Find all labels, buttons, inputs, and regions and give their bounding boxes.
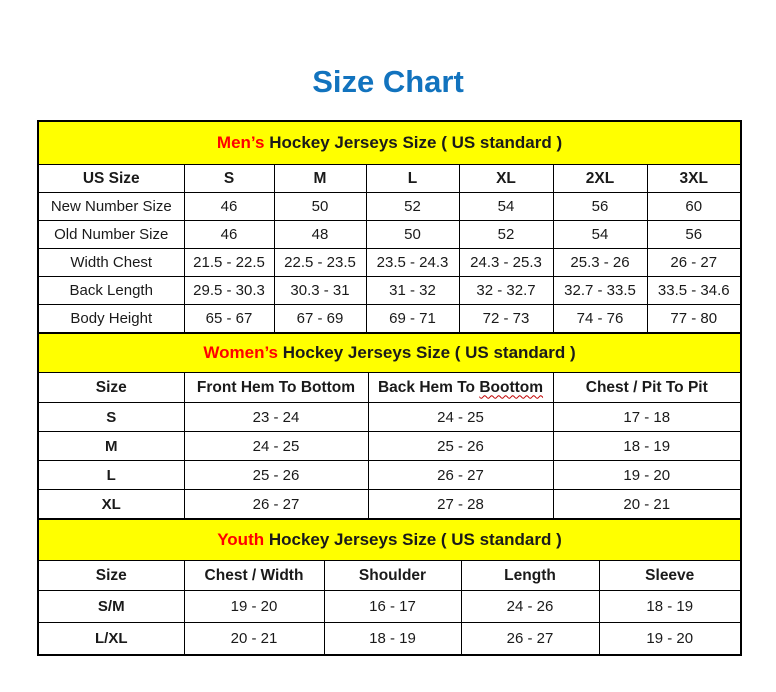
column-header-shoulder: Shoulder (324, 561, 461, 591)
youth-header-row (38, 561, 741, 591)
table-cell: 16 - 17 (324, 591, 461, 623)
table-cell: 26 - 27 (647, 249, 741, 277)
table-cell: 18 - 19 (553, 432, 741, 461)
size-chart-tables (37, 120, 740, 656)
womens-title-text: Hockey Jerseys Size ( US standard ) (282, 343, 576, 362)
table-row-womens-l (38, 461, 741, 490)
table-cell: 27 - 28 (368, 490, 553, 520)
column-header-size-s: S (184, 165, 274, 193)
youth-title-text: Hockey Jerseys Size ( US standard ) (268, 530, 562, 549)
table-cell: 32.7 - 33.5 (553, 277, 647, 305)
table-row-womens-xl (38, 490, 741, 520)
table-cell: 56 (647, 221, 741, 249)
column-header-size: Size (38, 373, 184, 403)
womens-section-title (38, 333, 741, 373)
table-cell: 48 (274, 221, 366, 249)
table-row-youth-lxl (38, 623, 741, 656)
table-cell: 30.3 - 31 (274, 277, 366, 305)
table-cell: 69 - 71 (366, 305, 459, 334)
table-cell: 56 (553, 193, 647, 221)
table-cell: 50 (366, 221, 459, 249)
column-header-size-3xl: 3XL (647, 165, 741, 193)
youth-accent-word: Youth (217, 530, 265, 549)
table-cell: 32 - 32.7 (459, 277, 553, 305)
column-header-size-2xl: 2XL (553, 165, 647, 193)
table-cell: 46 (184, 221, 274, 249)
table-row-back-length (38, 277, 741, 305)
row-label: XL (38, 490, 184, 520)
table-cell: 24 - 26 (461, 591, 599, 623)
table-cell: 24 - 25 (184, 432, 368, 461)
misspelled-word-wavy-underline: Boottom (479, 378, 544, 396)
mens-size-table (37, 120, 742, 334)
table-cell: 24.3 - 25.3 (459, 249, 553, 277)
table-cell: 17 - 18 (553, 403, 741, 432)
row-label: Old Number Size (38, 221, 184, 249)
row-label: S (38, 403, 184, 432)
row-label: L (38, 461, 184, 490)
womens-accent-word: Women’s (203, 343, 278, 362)
column-header-sleeve: Sleeve (599, 561, 741, 591)
table-row-width-chest (38, 249, 741, 277)
column-header-chest-pit: Chest / Pit To Pit (553, 373, 741, 403)
womens-size-table (37, 332, 742, 520)
column-header-front-hem: Front Hem To Bottom (184, 373, 368, 403)
table-cell: 19 - 20 (599, 623, 741, 656)
table-cell: 18 - 19 (324, 623, 461, 656)
womens-section-band-row (38, 333, 741, 373)
table-cell: 23.5 - 24.3 (366, 249, 459, 277)
table-cell: 60 (647, 193, 741, 221)
table-cell: 31 - 32 (366, 277, 459, 305)
table-cell: 26 - 27 (368, 461, 553, 490)
table-cell: 52 (366, 193, 459, 221)
table-cell: 19 - 20 (553, 461, 741, 490)
table-cell: 26 - 27 (461, 623, 599, 656)
mens-title-text: Hockey Jerseys Size ( US standard ) (269, 133, 563, 152)
column-header-size-xl: XL (459, 165, 553, 193)
column-header-us-size: US Size (38, 165, 184, 193)
table-cell: 20 - 21 (553, 490, 741, 520)
table-cell: 21.5 - 22.5 (184, 249, 274, 277)
table-row-old-number-size (38, 221, 741, 249)
table-cell: 50 (274, 193, 366, 221)
youth-section-title (38, 519, 741, 561)
table-cell: 23 - 24 (184, 403, 368, 432)
table-cell: 25.3 - 26 (553, 249, 647, 277)
youth-size-table (37, 518, 742, 656)
table-cell: 46 (184, 193, 274, 221)
table-cell: 54 (459, 193, 553, 221)
table-cell: 20 - 21 (184, 623, 324, 656)
table-cell: 25 - 26 (368, 432, 553, 461)
table-cell: 25 - 26 (184, 461, 368, 490)
mens-header-row (38, 165, 741, 193)
table-cell: 72 - 73 (459, 305, 553, 334)
table-cell: 19 - 20 (184, 591, 324, 623)
mens-accent-word: Men’s (216, 133, 265, 152)
row-label: New Number Size (38, 193, 184, 221)
row-label: M (38, 432, 184, 461)
table-cell: 52 (459, 221, 553, 249)
table-cell: 74 - 76 (553, 305, 647, 334)
table-cell: 65 - 67 (184, 305, 274, 334)
table-cell: 24 - 25 (368, 403, 553, 432)
table-row-body-height (38, 305, 741, 334)
column-header-text: Back Hem To (377, 378, 476, 396)
row-label: Back Length (38, 277, 184, 305)
table-cell: 67 - 69 (274, 305, 366, 334)
table-cell: 18 - 19 (599, 591, 741, 623)
row-label: S/M (38, 591, 184, 623)
row-label: Width Chest (38, 249, 184, 277)
mens-section-title (38, 121, 741, 165)
table-cell: 22.5 - 23.5 (274, 249, 366, 277)
table-row-new-number-size (38, 193, 741, 221)
mens-section-band-row (38, 121, 741, 165)
column-header-length: Length (461, 561, 599, 591)
table-row-youth-sm (38, 591, 741, 623)
column-header-size-m: M (274, 165, 366, 193)
column-header-size: Size (38, 561, 184, 591)
table-row-womens-m (38, 432, 741, 461)
table-row-womens-s (38, 403, 741, 432)
page-title: Size Chart (312, 64, 464, 99)
table-cell: 33.5 - 34.6 (647, 277, 741, 305)
table-cell: 26 - 27 (184, 490, 368, 520)
row-label: Body Height (38, 305, 184, 334)
row-label: L/XL (38, 623, 184, 656)
youth-section-band-row (38, 519, 741, 561)
table-cell: 29.5 - 30.3 (184, 277, 274, 305)
table-cell: 77 - 80 (647, 305, 741, 334)
column-header-chest-width: Chest / Width (184, 561, 324, 591)
column-header-back-hem (368, 373, 553, 403)
table-cell: 54 (553, 221, 647, 249)
womens-header-row (38, 373, 741, 403)
column-header-size-l: L (366, 165, 459, 193)
